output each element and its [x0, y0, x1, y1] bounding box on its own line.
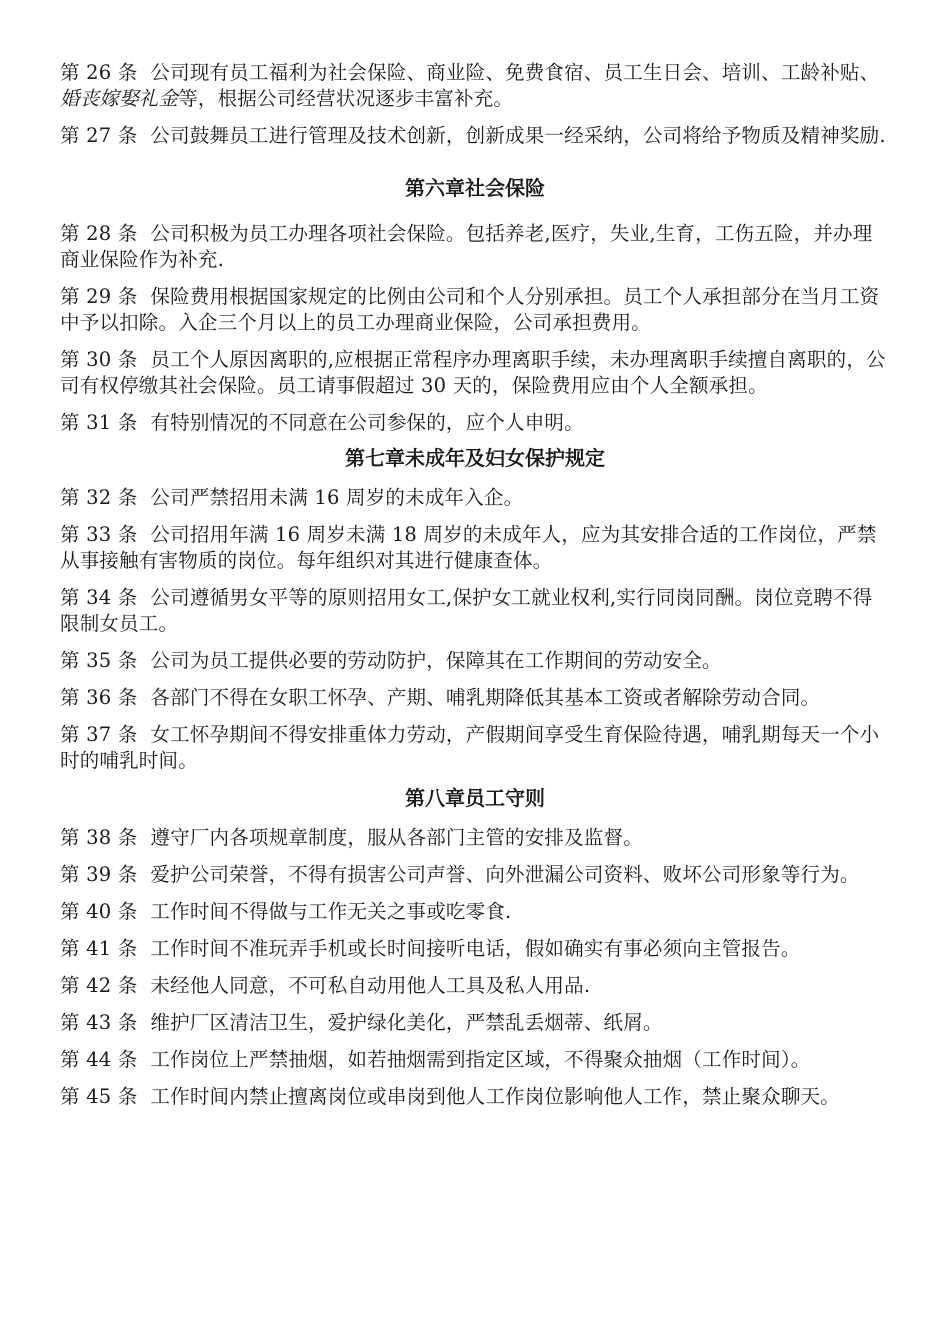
article-34: [60, 585, 890, 637]
article-42: [60, 973, 890, 999]
article-37: [60, 722, 890, 774]
article-text: 公司积极为员工办理各项社会保险。包括养老,医疗，失业,生育，工伤五险，并办理商业保险作为补充.: [60, 222, 873, 271]
article-36: [60, 685, 890, 711]
article-number: 第 43 条: [60, 1011, 138, 1034]
article-text: 遵守厂内各项规章制度，服从各部门主管的安排及监督。: [150, 826, 643, 849]
article-text: 女工怀孕期间不得安排重体力劳动，产假期间享受生育保险待遇，哺乳期每天一个小时的哺乳时间。: [60, 723, 880, 772]
article-number: 第 44 条: [60, 1048, 138, 1071]
article-text: 各部门不得在女职工怀孕、产期、哺乳期降低其基本工资或者解除劳动合同。: [150, 686, 821, 709]
article-text: 公司鼓舞员工进行管理及技术创新，创新成果一经采纳，公司将给予物质及精神奖励.: [150, 124, 886, 147]
article-number: 第 29 条: [60, 285, 138, 308]
article-text: 公司为员工提供必要的劳动防护，保障其在工作期间的劳动安全。: [150, 649, 722, 672]
article-number: 第 45 条: [60, 1085, 138, 1108]
article-number: 第 37 条: [60, 723, 138, 746]
article-text: 维护厂区清洁卫生，爱护绿化美化，严禁乱丢烟蒂、纸屑。: [150, 1011, 663, 1034]
article-number: 第 42 条: [60, 974, 138, 997]
article-45: [60, 1084, 890, 1110]
article-text: 工作岗位上严禁抽烟，如若抽烟需到指定区域，不得聚众抽烟（工作时间）。: [150, 1048, 811, 1071]
article-number: 第 33 条: [60, 523, 138, 546]
article-text: 公司招用年满 16 周岁未满 18 周岁的未成年人，应为其安排合适的工作岗位，严禁从事接触有害物质的岗位。每年组织对其进行健康查体。: [60, 523, 877, 572]
article-39: [60, 862, 890, 888]
article-29: [60, 284, 890, 336]
article-number: 第 41 条: [60, 937, 138, 960]
article-number: 第 40 条: [60, 900, 138, 923]
article-33: [60, 522, 890, 574]
article-41: [60, 936, 890, 962]
article-40: [60, 899, 890, 925]
article-number: 第 35 条: [60, 649, 138, 672]
article-number: 第 27 条: [60, 124, 138, 147]
article-text: 工作时间内禁止擅离岗位或串岗到他人工作岗位影响他人工作，禁止聚众聊天。: [150, 1085, 840, 1108]
article-text: 员工个人原因离职的,应根据正常程序办理离职手续，未办理离职手续擅自离职的，公司有权停缴其社会保险。员工请事假超过 30 天的，保险费用应由个人全额承担。: [60, 348, 886, 397]
article-number: 第 26 条: [60, 61, 138, 84]
article-number: 第 38 条: [60, 826, 138, 849]
article-27: [60, 123, 890, 149]
article-number: 第 39 条: [60, 863, 138, 886]
article-text-italic: 婚丧嫁娶礼金: [60, 87, 179, 110]
article-text: 未经他人同意，不可私自动用他人工具及私人用品.: [150, 974, 591, 997]
article-text: 等，根据公司经营状况逐步丰富补充。: [178, 87, 514, 110]
article-text: 公司遵循男女平等的原则招用女工,保护女工就业权利,实行同岗同酬。岗位竞聘不得限制女员工。: [60, 586, 873, 635]
article-number: 第 31 条: [60, 411, 138, 434]
article-43: [60, 1010, 890, 1036]
chapter-7-title: 第七章未成年及妇女保护规定: [345, 446, 605, 470]
article-text: 工作时间不准玩弄手机或长时间接听电话，假如确实有事必须向主管报告。: [150, 937, 801, 960]
chapter-6-title: 第六章社会保险: [405, 176, 545, 200]
article-31: [60, 410, 890, 436]
article-32: [60, 485, 890, 511]
article-number: 第 28 条: [60, 222, 138, 245]
article-text: 工作时间不得做与工作无关之事或吃零食.: [150, 900, 512, 923]
article-number: 第 34 条: [60, 586, 138, 609]
article-number: 第 30 条: [60, 348, 138, 371]
document-body: [60, 60, 890, 1121]
article-30: [60, 347, 890, 399]
article-28: [60, 221, 890, 273]
article-number: 第 36 条: [60, 686, 138, 709]
chapter-8-title: 第八章员工守则: [405, 786, 545, 810]
article-text: 公司严禁招用未满 16 周岁的未成年入企。: [150, 486, 524, 509]
article-number: 第 32 条: [60, 486, 138, 509]
article-26: [60, 60, 890, 112]
article-text: 保险费用根据国家规定的比例由公司和个人分别承担。员工个人承担部分在当月工资中予以扣除。入企三个月以上的员工办理商业保险，公司承担费用。: [60, 285, 880, 334]
article-text: 爱护公司荣誉，不得有损害公司声誉、向外泄漏公司资料、败坏公司形象等行为。: [150, 863, 860, 886]
article-text: 公司现有员工福利为社会保险、商业险、免费食宿、员工生日会、培训、工龄补贴、: [150, 61, 880, 84]
article-44: [60, 1047, 890, 1073]
article-35: [60, 648, 890, 674]
article-text: 有特别情况的不同意在公司参保的，应个人申明。: [150, 411, 584, 434]
article-38: [60, 825, 890, 851]
